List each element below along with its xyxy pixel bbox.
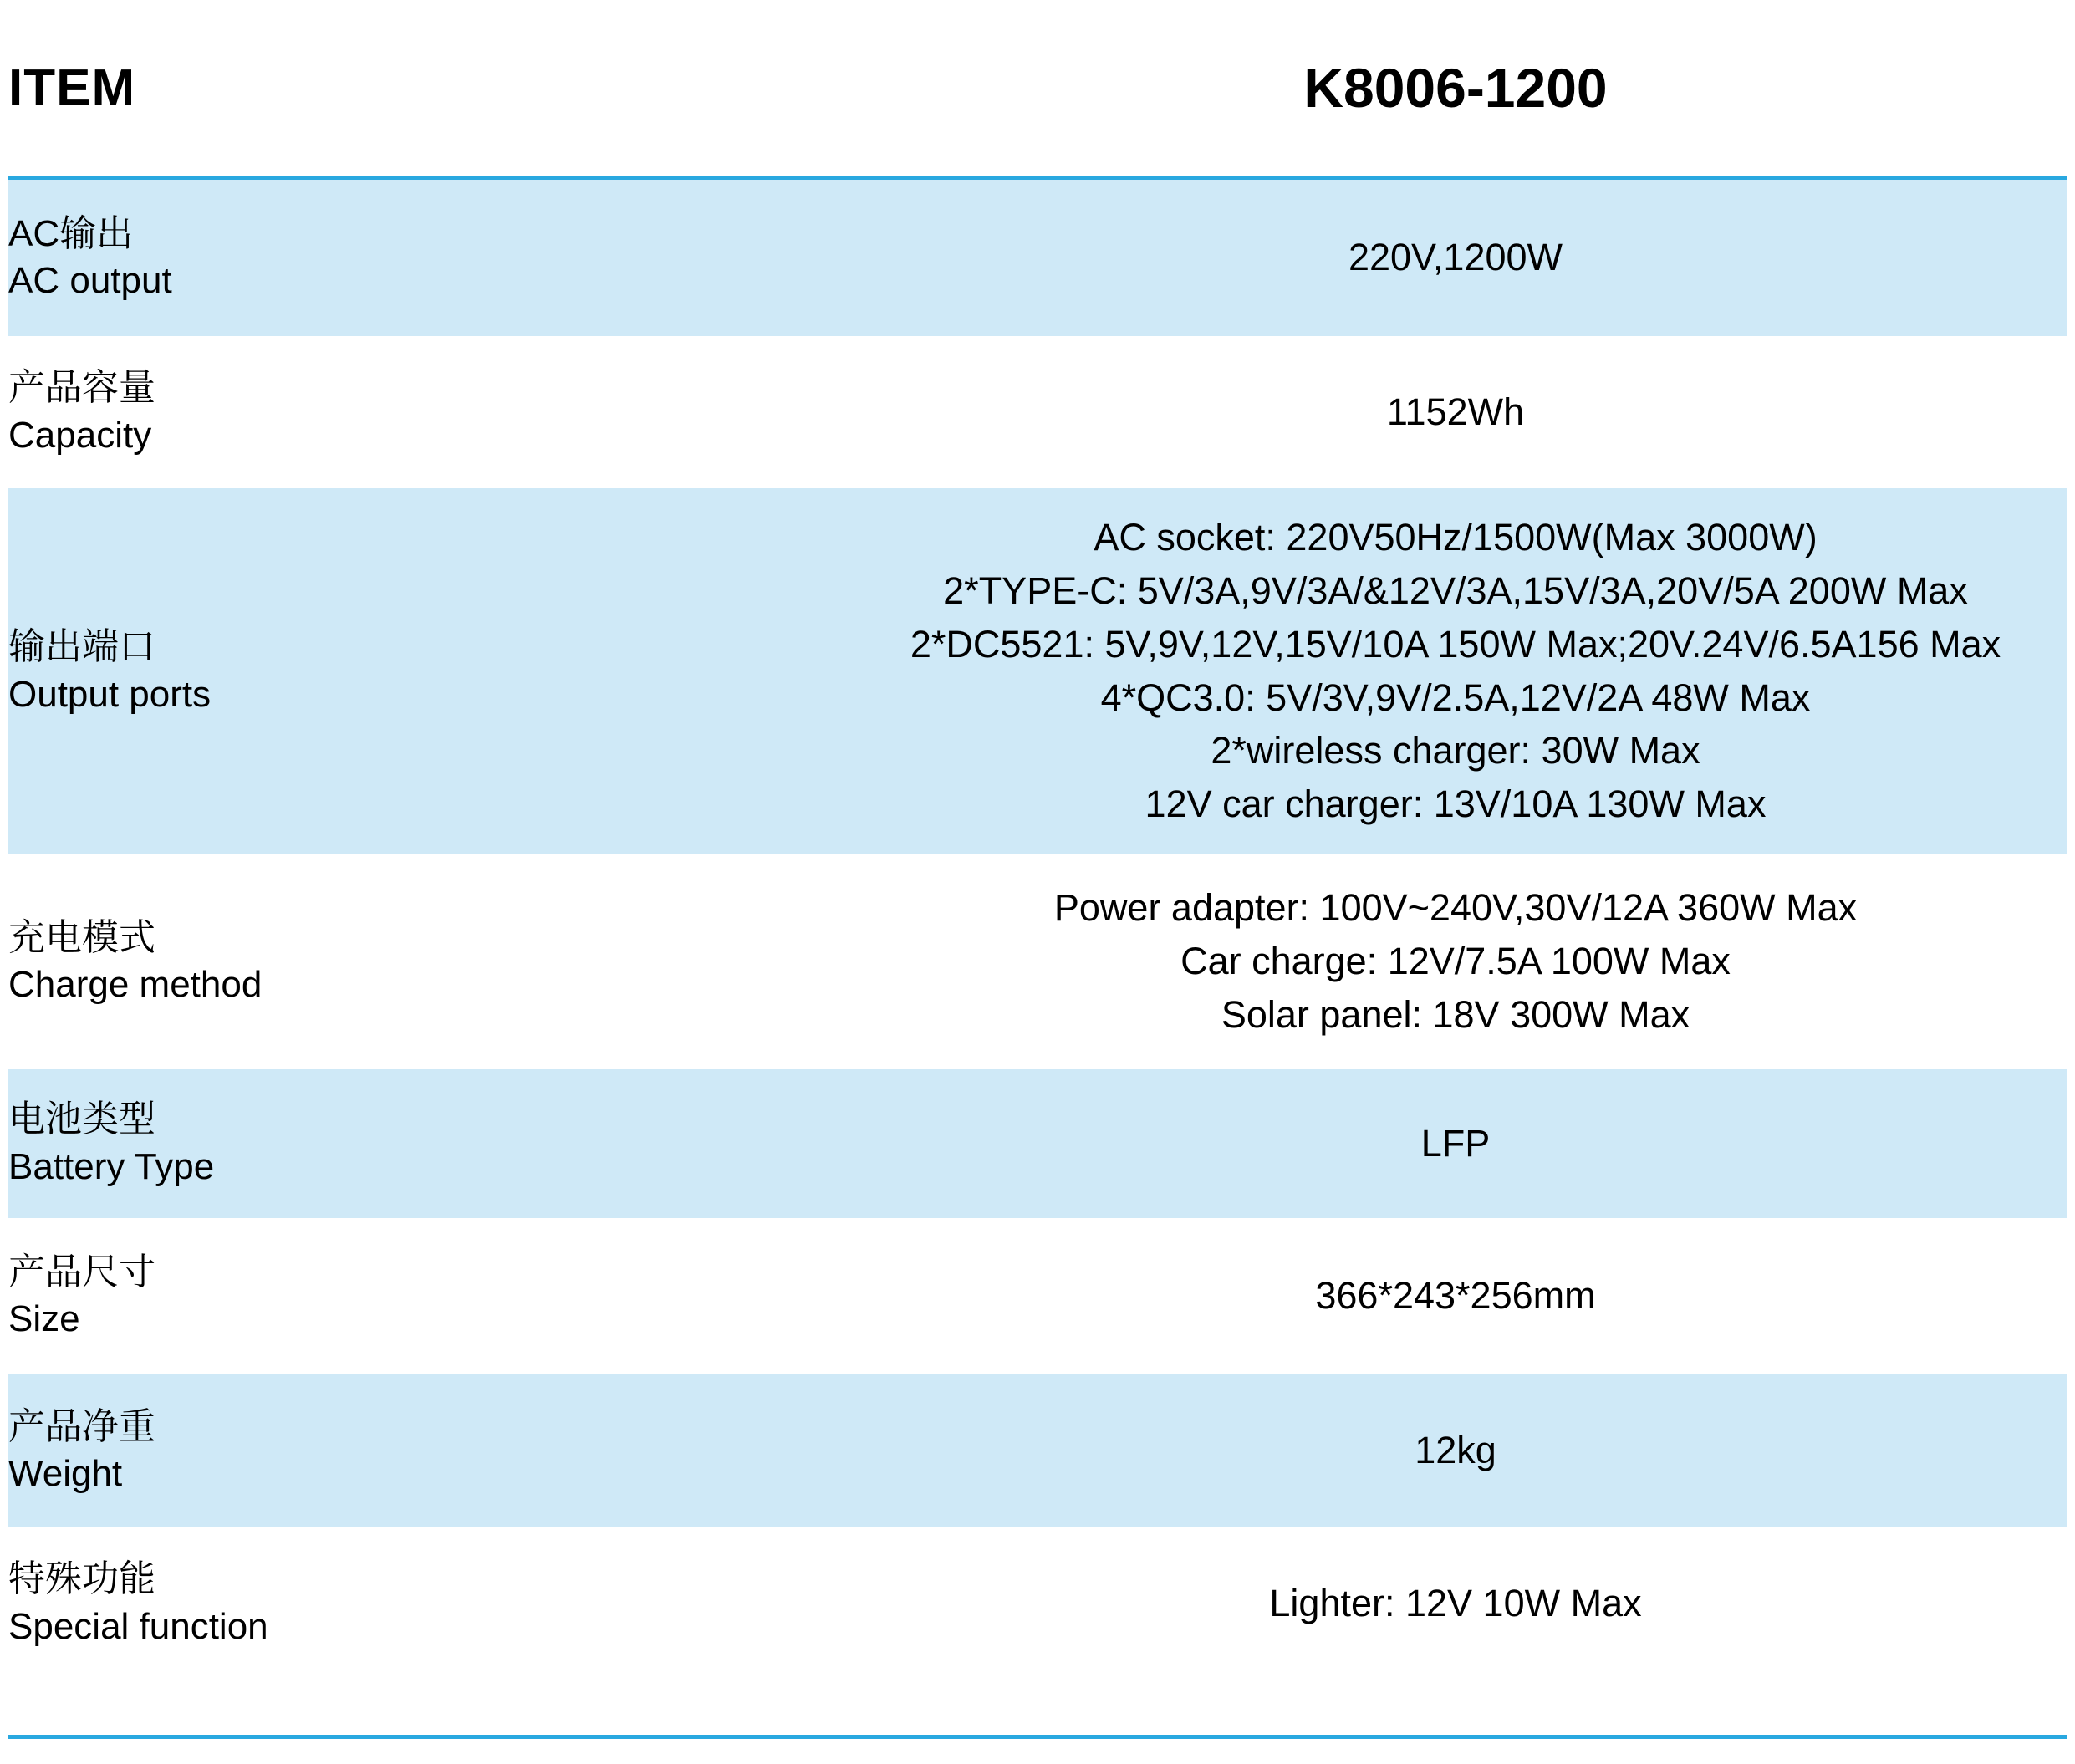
table-row bbox=[8, 1528, 2067, 1679]
value-line: 220V,1200W bbox=[1348, 236, 1563, 279]
specification-table bbox=[8, 0, 2067, 1680]
row-label-battery-type bbox=[8, 1068, 844, 1219]
row-value-special-function bbox=[844, 1528, 2067, 1679]
label-cn: AC输出 bbox=[8, 212, 134, 254]
row-label-special-function bbox=[8, 1528, 844, 1679]
label-cn: 产品净重 bbox=[8, 1405, 155, 1447]
table-row bbox=[8, 337, 2067, 487]
label-cn: 充电模式 bbox=[8, 916, 155, 958]
row-label-output-ports bbox=[8, 487, 844, 855]
table-row bbox=[8, 487, 2067, 855]
label-en: AC output bbox=[8, 260, 172, 302]
table-row bbox=[8, 1068, 2067, 1219]
row-label-weight bbox=[8, 1374, 844, 1528]
value-line: 4*QC3.0: 5V/3V,9V/2.5A,12V/2A 48W Max bbox=[1100, 676, 1811, 719]
row-value-charge-method bbox=[844, 855, 2067, 1068]
table-row bbox=[8, 1374, 2067, 1528]
row-value-size bbox=[844, 1219, 2067, 1374]
value-line: 2*wireless charger: 30W Max bbox=[1211, 729, 1700, 772]
value-line: 12kg bbox=[1415, 1429, 1496, 1472]
table-row bbox=[8, 1219, 2067, 1374]
label-cn: 产品容量 bbox=[8, 367, 155, 409]
value-line: 366*243*256mm bbox=[1315, 1274, 1596, 1318]
value-line: 2*DC5521: 5V,9V,12V,15V/10A 150W Max;20V.24V/6.5A156 Max bbox=[910, 622, 2001, 665]
label-cn: 特殊功能 bbox=[8, 1558, 155, 1600]
row-label-ac-output bbox=[8, 178, 844, 337]
label-en: Size bbox=[8, 1298, 80, 1339]
value-line: 2*TYPE-C: 5V/3A,9V/3A/&12V/3A,15V/3A,20V/5A 200W Max bbox=[943, 568, 1968, 612]
value-line: AC socket: 220V50Hz/1500W(Max 3000W) bbox=[1094, 515, 1818, 558]
label-cn: 电池类型 bbox=[8, 1099, 155, 1140]
table-header-row bbox=[8, 0, 2067, 178]
label-en: Charge method bbox=[8, 964, 263, 1005]
label-en: Special function bbox=[8, 1605, 268, 1647]
label-cn: 产品尺寸 bbox=[8, 1251, 155, 1292]
value-line: 1152Wh bbox=[1386, 390, 1525, 433]
table-row bbox=[8, 855, 2067, 1068]
label-en: Capacity bbox=[8, 414, 152, 456]
label-en: Output ports bbox=[8, 673, 212, 715]
row-value-output-ports bbox=[844, 487, 2067, 855]
value-line: LFP bbox=[1420, 1121, 1491, 1165]
label-en: Weight bbox=[8, 1453, 123, 1494]
row-value-capacity bbox=[844, 337, 2067, 487]
value-line: Car charge: 12V/7.5A 100W Max bbox=[1180, 940, 1731, 983]
row-value-ac-output bbox=[844, 178, 2067, 337]
value-line: Lighter: 12V 10W Max bbox=[1269, 1581, 1642, 1624]
header-model-name: K8006-1200 bbox=[844, 0, 2067, 178]
label-en: Battery Type bbox=[8, 1145, 215, 1187]
header-item-label: ITEM bbox=[8, 0, 844, 178]
row-value-battery-type bbox=[844, 1068, 2067, 1219]
table-row bbox=[8, 178, 2067, 337]
row-label-charge-method bbox=[8, 855, 844, 1068]
row-label-capacity bbox=[8, 337, 844, 487]
row-label-size bbox=[8, 1219, 844, 1374]
value-line: Solar panel: 18V 300W Max bbox=[1221, 992, 1690, 1036]
bottom-accent-rule bbox=[8, 1735, 2067, 1739]
value-line: 12V car charger: 13V/10A 130W Max bbox=[1145, 783, 1767, 826]
label-cn: 输出端口 bbox=[8, 626, 155, 668]
row-value-weight bbox=[844, 1374, 2067, 1528]
value-line: Power adapter: 100V~240V,30V/12A 360W Max bbox=[1053, 886, 1858, 930]
